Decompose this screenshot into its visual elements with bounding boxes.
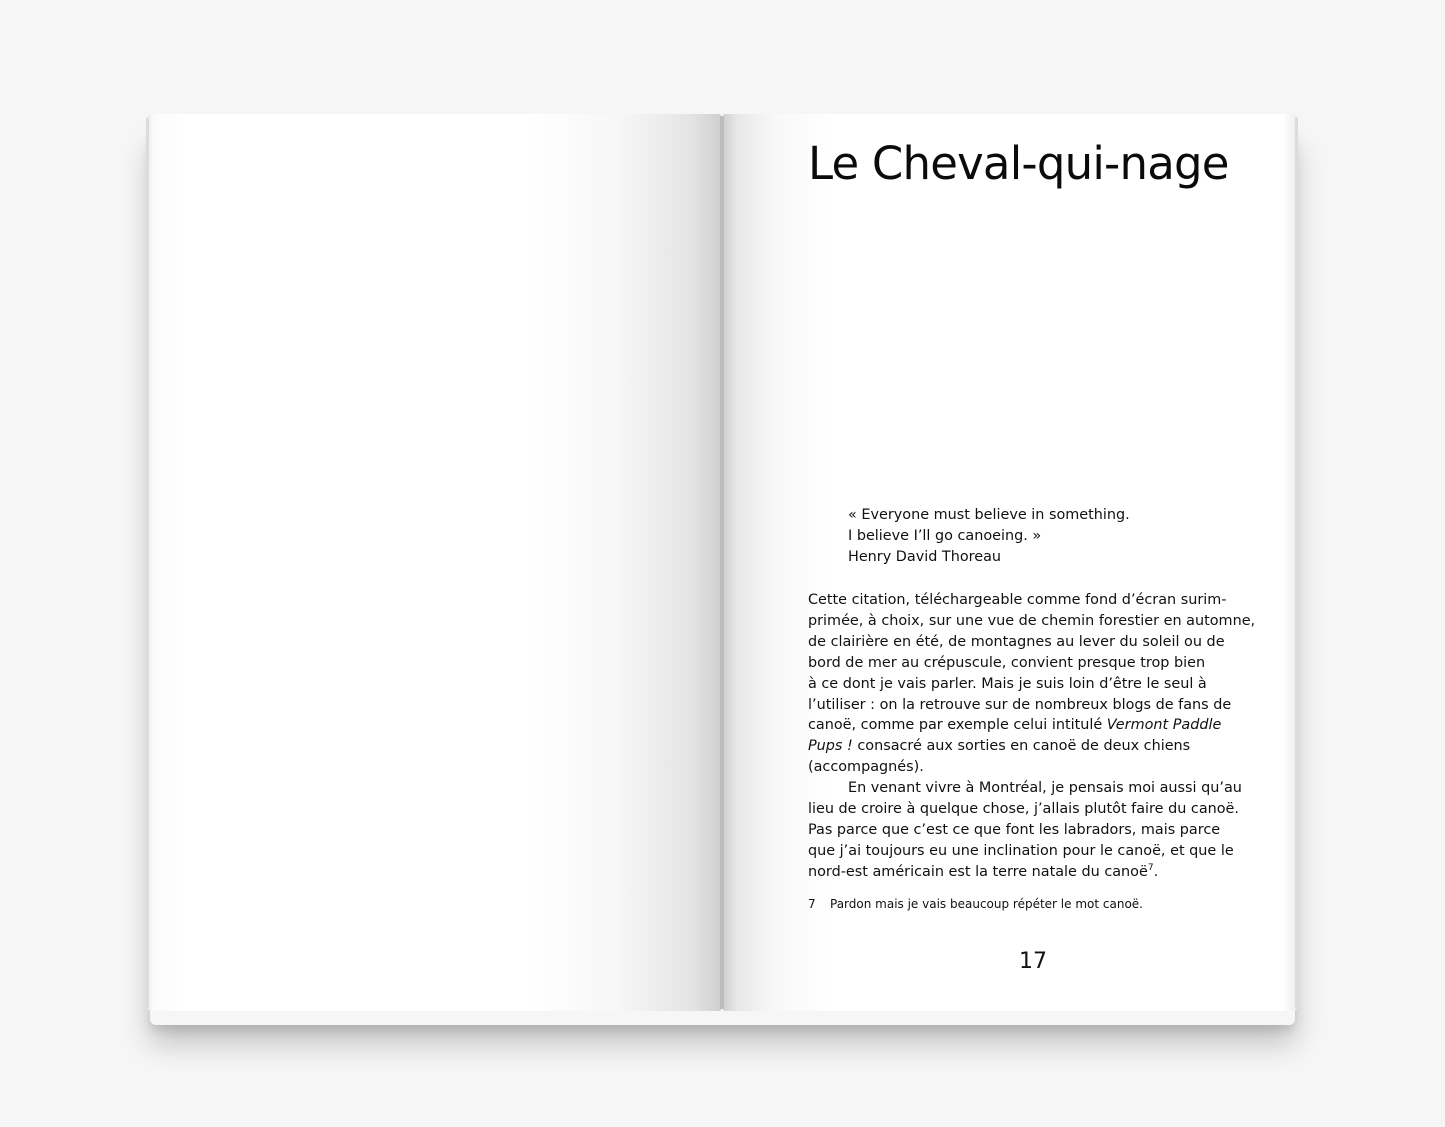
body-line: (accompagnés). [808,759,924,776]
epigraph-line-2: I believe I’ll go canoeing. » [848,528,1042,544]
chapter-title: Le Cheval-qui-nage [808,137,1229,190]
body-line: lieu de croire à quelque chose, j’allais plutôt faire du canoë. [808,801,1239,818]
body-text [808,590,1258,883]
body-line: Pas parce que c’est ce que font les labradors, mais parce [808,821,1221,838]
right-page-edge [1295,118,1298,1008]
page-number: 17 [1019,949,1047,974]
body-line [808,715,1258,736]
body-text-segment: . [1153,863,1159,880]
body-text-segment: nord-est américain est la terre natale du canoë [808,863,1148,880]
body-line: que j’ai toujours eu une inclination pour le canoë, et que le [808,842,1234,859]
body-text-segment: consacré aux sorties en canoë de deux chiens [852,738,1191,755]
body-line [808,862,1258,883]
body-line: bord de mer au crépuscule, convient presque trop bien [808,654,1206,671]
blog-title-italic: Pups ! [808,738,853,755]
body-line: Cette citation, téléchargeable comme fond d’écran surim- [808,592,1227,608]
epigraph-author: Henry David Thoreau [848,549,1002,565]
body-line [808,736,1258,757]
body-line: de clairière en été, de montagnes au lever du soleil ou de [808,633,1225,650]
book-spine [720,116,724,1009]
body-line: à ce dont je vais parler. Mais je suis loin d’être le seul à [808,675,1207,692]
epigraph [848,505,1228,568]
footnote-number: 7 [808,897,816,911]
body-line: primée, à choix, sur une vue de chemin forestier en automne, [808,612,1256,629]
left-page-edge [146,118,149,1008]
footnote-reference: 7 [1147,862,1154,873]
body-line: En venant vivre à Montréal, je pensais moi aussi qu’au [848,780,1242,797]
epigraph-line-1: « Everyone must believe in something. [848,507,1130,523]
footnote-text: Pardon mais je vais beaucoup répéter le mot canoë. [830,897,1143,911]
body-line: l’utiliser : on la retrouve sur de nombreux blogs de fans de [808,696,1232,713]
footnote [808,896,1258,912]
blog-title-italic: Vermont Paddle [1106,717,1222,734]
left-page-blank [146,114,721,1011]
body-text-segment: canoë, comme par exemple celui intitulé [808,717,1107,734]
